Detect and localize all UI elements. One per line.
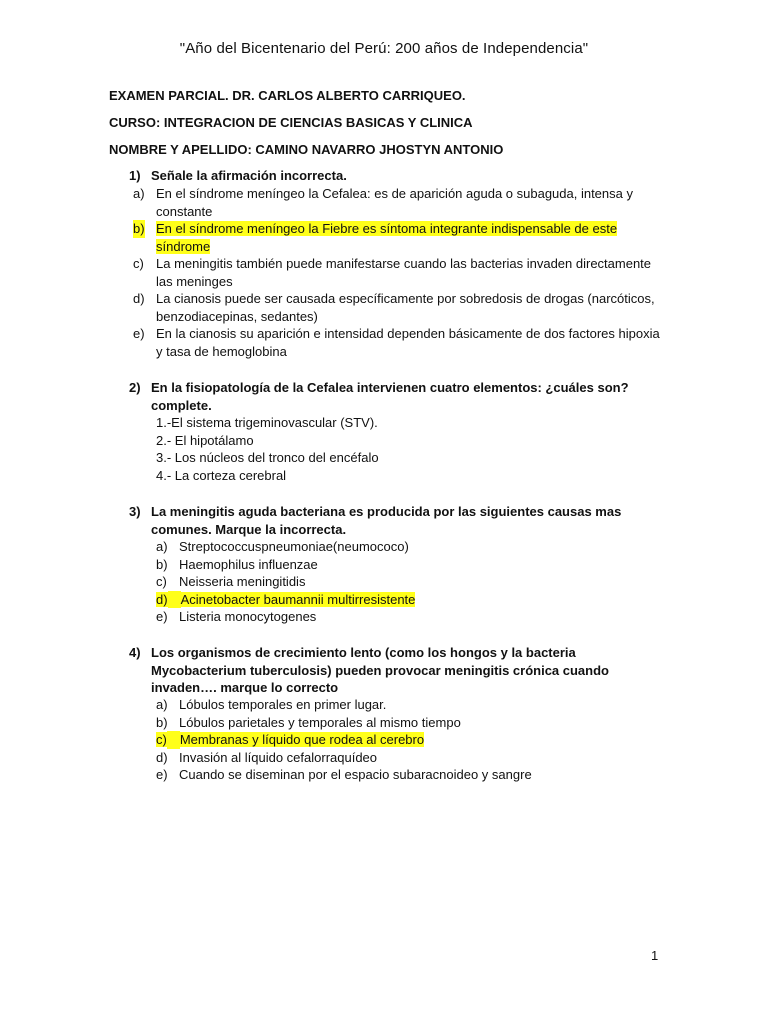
option-text: Neisseria meningitidis	[179, 574, 306, 589]
option-text: Membranas y líquido que rodea al cerebro	[179, 732, 425, 747]
option-text	[156, 220, 663, 255]
option-e	[133, 325, 663, 360]
answer-line: 3.- Los núcleos del tronco del encéfalo	[156, 450, 379, 465]
option-b	[156, 714, 636, 732]
question-2	[129, 379, 669, 414]
highlight-gap	[167, 731, 180, 749]
option-e	[156, 766, 636, 784]
question-3	[129, 503, 669, 538]
option-text: En la cianosis su aparición e intensidad dependen básicamente de dos factores hipoxia y tasa de hemoglobina	[156, 326, 660, 359]
motto-heading: "Año del Bicentenario del Perú: 200 años de Independencia"	[179, 40, 589, 57]
highlighted-answer	[156, 731, 636, 749]
option-letter: b)	[133, 221, 145, 236]
option-c-selected	[156, 731, 636, 749]
option-text: Listeria monocytogenes	[179, 609, 317, 624]
option-letter: a)	[156, 697, 168, 712]
option-c	[156, 573, 636, 591]
option-letter: c)	[133, 256, 144, 271]
option-d	[156, 749, 636, 767]
option-text: Cuando se diseminan por el espacio subaracnoideo y sangre	[179, 767, 532, 782]
question-4-options	[156, 696, 636, 784]
highlighted-answer: En el síndrome meníngeo la Fiebre es síntoma integrante indispensable de este síndrome	[156, 221, 618, 254]
question-3-options	[156, 538, 636, 626]
option-letter: a)	[133, 186, 145, 201]
student-name: NOMBRE Y APELLIDO: CAMINO NAVARRO JHOSTYN ANTONIO	[109, 142, 504, 157]
question-text: Señale la afirmación incorrecta.	[151, 168, 347, 183]
option-text: La cianosis puede ser causada específicamente por sobredosis de drogas (narcóticos, benzodiacepinas, sedantes)	[156, 291, 655, 324]
question-1	[129, 167, 669, 185]
question-number: 4)	[129, 645, 141, 660]
option-d-selected	[156, 591, 636, 609]
option-letter: e)	[133, 326, 145, 341]
answer-line: 1.-El sistema trigeminovascular (STV).	[156, 415, 378, 430]
option-text: Lóbulos temporales en primer lugar.	[179, 697, 387, 712]
option-letter: d)	[133, 291, 145, 306]
answer-line: 2.- El hipotálamo	[156, 432, 254, 448]
question-text: En la fisiopatología de la Cefalea intervienen cuatro elementos: ¿cuáles son? complete.	[151, 380, 629, 413]
question-number: 3)	[129, 504, 141, 519]
option-a	[133, 185, 663, 220]
option-e	[156, 608, 636, 626]
option-a	[156, 696, 636, 714]
question-4	[129, 644, 669, 697]
option-letter: c)	[156, 732, 167, 747]
option-text: Invasión al líquido cefalorraquídeo	[179, 749, 378, 765]
option-letter: c)	[156, 574, 167, 589]
option-letter: d)	[156, 749, 168, 765]
option-text: Streptococcuspneumoniae(neumococo)	[179, 539, 409, 554]
option-text: La meningitis también puede manifestarse cuando las bacterias invaden directamente las meninges	[156, 256, 652, 289]
option-text: En el síndrome meníngeo la Cefalea: es de aparición aguda o subaguda, intensa y constante	[156, 186, 633, 219]
option-letter: a)	[156, 539, 168, 554]
option-letter: d)	[156, 591, 168, 607]
question-number: 1)	[129, 168, 141, 183]
highlight-gap	[168, 591, 181, 609]
option-a	[156, 538, 636, 556]
question-2-answers	[156, 414, 379, 484]
answer-line: 4.- La corteza cerebral	[156, 467, 287, 483]
option-letter: e)	[156, 609, 168, 624]
option-c	[133, 255, 663, 290]
highlighted-answer	[156, 591, 636, 609]
option-d	[133, 290, 663, 325]
page-number: 1	[651, 948, 659, 963]
option-letter: b)	[156, 556, 168, 572]
option-b	[156, 556, 636, 574]
option-text: Haemophilus influenzae	[179, 556, 318, 572]
option-b-selected	[133, 220, 663, 255]
question-text: La meningitis aguda bacteriana es producida por las siguientes causas mas comunes. Marque la incorrecta.	[151, 504, 622, 537]
option-letter: b)	[156, 714, 168, 730]
question-text: Los organismos de crecimiento lento (como los hongos y la bacteria Mycobacterium tuberculosis) pueden provocar meningitis crónica cuando invaden…. marque lo correcto	[151, 645, 609, 695]
option-letter: e)	[156, 767, 168, 782]
question-number: 2)	[129, 380, 141, 395]
question-1-options	[133, 185, 663, 360]
option-text: Lóbulos parietales y temporales al mismo tiempo	[179, 714, 461, 730]
exam-title: EXAMEN PARCIAL. DR. CARLOS ALBERTO CARRIQUEO.	[109, 88, 466, 103]
option-text: Acinetobacter baumannii multirresistente	[180, 591, 416, 607]
course-title: CURSO: INTEGRACION DE CIENCIAS BASICAS Y CLINICA	[109, 115, 473, 130]
